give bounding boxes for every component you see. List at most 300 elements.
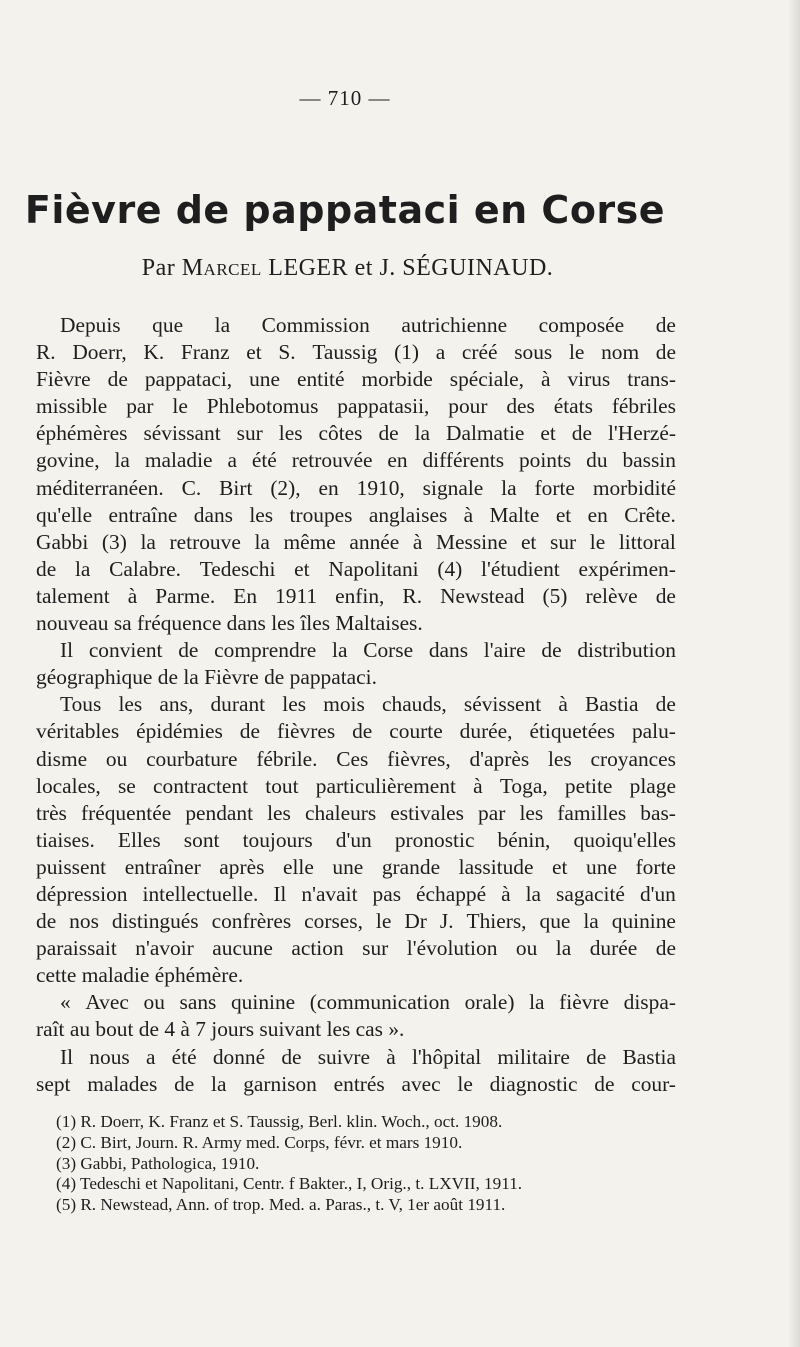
word: disme: [36, 746, 88, 771]
word: la: [501, 475, 517, 500]
word: n'avait: [301, 881, 358, 906]
word: l'hôpital: [411, 1044, 482, 1069]
word: de: [264, 665, 290, 690]
word: K.: [143, 340, 165, 365]
word: Gabbi: [36, 529, 89, 554]
word: une: [332, 854, 364, 879]
word: Ces: [336, 746, 369, 771]
word: action: [291, 936, 344, 961]
word: à: [540, 367, 551, 392]
body-line: [36, 366, 676, 393]
word: fièvre: [559, 990, 610, 1015]
word: de: [541, 638, 562, 663]
word: particulièrement: [315, 773, 456, 798]
word: étiquetées: [529, 719, 616, 744]
word: a: [145, 1044, 156, 1069]
word: (4): [437, 556, 463, 581]
word: n'avoir: [135, 936, 194, 961]
word: et: [246, 340, 262, 365]
word: de: [655, 583, 676, 608]
word: dans: [226, 611, 272, 636]
word: dans: [193, 502, 233, 527]
body-line: [36, 854, 676, 881]
word: l'aire: [483, 638, 526, 663]
footnote-2: (2) C. Birt, Journ. R. Army med. Corps, févr. et mars 1910.: [56, 1132, 463, 1152]
word: troupes: [289, 502, 353, 527]
byline-connector: et: [348, 255, 380, 281]
word: la: [529, 990, 545, 1015]
word: quinine: [230, 990, 296, 1015]
word: «: [60, 990, 71, 1015]
word: à: [558, 692, 568, 717]
word: cour-: [631, 1071, 676, 1096]
word: créé: [461, 340, 498, 365]
word: sévissent: [463, 692, 542, 717]
word: Depuis: [60, 313, 121, 337]
word: le: [375, 909, 392, 934]
word: bassin: [622, 448, 676, 473]
word: la: [583, 909, 599, 934]
footnote-4: (4) Tedeschi et Napolitani, Centr. f Bakter., I, Orig., t. LXVII, 1911.: [56, 1174, 523, 1194]
word: Elles: [117, 827, 161, 852]
word: l'Herzé-: [607, 421, 676, 446]
word: de: [352, 719, 373, 744]
word: Bastia: [622, 1044, 676, 1069]
word: Doerr,: [72, 340, 127, 365]
word: grande: [381, 854, 441, 879]
footnote-1: (1) R. Doerr, K. Franz et S. Taussig, Berl. klin. Woch., oct. 1908.: [56, 1112, 503, 1131]
body-line: [36, 529, 676, 556]
word: ou: [143, 990, 165, 1015]
word: Newstead: [440, 583, 525, 608]
body-line: [36, 312, 676, 339]
word: locales,: [36, 773, 101, 798]
word: à: [127, 583, 138, 608]
word: épidémies: [136, 719, 223, 744]
word: une: [586, 854, 617, 879]
author-1: Marcel LEGER: [181, 255, 349, 281]
word: avec: [401, 1071, 441, 1096]
word: croyances: [590, 746, 676, 771]
word: éphémère.: [154, 963, 244, 988]
word: et: [294, 556, 310, 581]
word: J.: [439, 909, 454, 934]
word: de: [281, 1044, 302, 1069]
word: comprendre: [214, 638, 317, 663]
word: virus: [567, 367, 611, 392]
word: à: [463, 502, 474, 527]
word: entraîner: [124, 854, 201, 879]
word: après: [219, 854, 265, 879]
word: fréquence: [137, 611, 227, 636]
word: Parme.: [155, 583, 216, 608]
word: nouveau: [36, 611, 114, 636]
word: convient: [88, 638, 163, 663]
word: signale: [422, 475, 484, 500]
word: 4: [164, 1017, 181, 1042]
footnote-3: (3) Gabbi, Pathologica, 1910.: [56, 1153, 260, 1173]
word: suivant: [259, 1017, 327, 1042]
word: la: [74, 556, 91, 581]
byline-prefix: Par: [141, 255, 182, 281]
word: véritables: [36, 719, 120, 744]
word: garnison: [243, 1071, 317, 1096]
page-edge-shadow: [788, 0, 800, 1347]
word: (2),: [270, 475, 301, 500]
word: 7: [195, 1017, 212, 1042]
word: Taussig: [312, 340, 378, 365]
word: Il: [60, 1044, 74, 1069]
word: durée,: [459, 719, 513, 744]
word: ans,: [159, 692, 194, 717]
word: diagnostic: [489, 1071, 578, 1096]
body-line: [36, 881, 676, 908]
word: par: [126, 394, 154, 419]
word: Bastia: [585, 692, 639, 717]
body-line: [36, 935, 676, 962]
word: à: [180, 1017, 196, 1042]
word: la: [254, 529, 270, 554]
word: bout: [95, 1017, 139, 1042]
word: pas: [372, 881, 402, 906]
word: dépression: [36, 881, 128, 906]
word: la: [414, 421, 431, 446]
body-line: [36, 664, 676, 691]
word: Phlebotomus: [206, 394, 319, 419]
word: entraîne: [108, 502, 178, 527]
word: confrères: [211, 909, 292, 934]
word: l'étudient: [481, 556, 560, 581]
word: de: [36, 909, 57, 934]
word: points: [518, 448, 572, 473]
word: par: [478, 800, 506, 825]
word: enfin,: [335, 583, 385, 608]
word: retrouve: [169, 529, 241, 554]
word: les: [326, 1017, 356, 1042]
word: 1911: [275, 583, 318, 608]
word: quoiqu'elles: [573, 827, 676, 852]
word: relève: [585, 583, 638, 608]
byline: [0, 255, 695, 282]
word: paraissait: [36, 936, 117, 961]
word: d'un: [639, 881, 676, 906]
word: mois: [323, 692, 365, 717]
word: militaire: [497, 1044, 570, 1069]
word: sa: [113, 611, 137, 636]
word: Fièvre: [36, 367, 91, 392]
word: a: [227, 448, 237, 473]
word: Crête.: [624, 502, 676, 527]
word: de: [378, 421, 399, 446]
word: anglaises: [368, 502, 448, 527]
word: la: [525, 881, 542, 906]
word: Napolitani: [328, 556, 419, 581]
word: sur: [550, 529, 577, 554]
word: de: [655, 692, 676, 717]
word: durant: [210, 692, 266, 717]
word: fébrile.: [256, 746, 318, 771]
word: lassitude: [458, 854, 534, 879]
word: et: [555, 502, 572, 527]
word: govine,: [36, 448, 100, 473]
word: année: [349, 529, 400, 554]
word: estivales: [390, 800, 464, 825]
word: de: [36, 556, 57, 581]
word: courte: [389, 719, 443, 744]
word: petite: [564, 773, 613, 798]
word: en: [587, 502, 608, 527]
word: quinine: [611, 909, 676, 934]
word: de: [655, 936, 676, 961]
body-line: [36, 420, 676, 447]
word: une: [249, 367, 280, 392]
word: même: [283, 529, 336, 554]
word: d'un: [335, 827, 372, 852]
word: Commission: [261, 313, 370, 337]
word: Birt: [219, 475, 253, 500]
page-number: — 710 —: [299, 86, 391, 110]
word: Tedeschi: [199, 556, 276, 581]
body-line: [36, 393, 676, 420]
word: sont: [183, 827, 220, 852]
word: Malte: [489, 502, 540, 527]
word: dans: [428, 638, 469, 663]
word: les: [278, 421, 303, 446]
word: le: [172, 394, 188, 419]
word: distribution: [577, 638, 676, 663]
word: qu'elle: [36, 502, 93, 527]
word: Avec: [85, 990, 129, 1015]
word: composée: [538, 313, 625, 337]
word: été: [171, 1044, 197, 1069]
word: à: [412, 529, 423, 554]
word: Franz: [180, 340, 230, 365]
word: (communication: [309, 990, 450, 1015]
word: éphémères: [36, 421, 128, 446]
word: pappatasii,: [337, 394, 430, 419]
word: pour: [448, 394, 488, 419]
word: Tous: [60, 692, 102, 717]
word: trans-: [627, 367, 676, 392]
word: R.: [36, 340, 56, 365]
word: distingués: [111, 909, 199, 934]
word: Toga,: [499, 773, 548, 798]
word: a: [435, 340, 446, 365]
word: cas: [355, 1017, 389, 1042]
body-line: [36, 447, 676, 474]
word: pappataci,: [144, 367, 233, 392]
word: que: [152, 313, 184, 337]
word: entrés: [333, 1071, 385, 1096]
body-line: [36, 1071, 676, 1098]
word: en: [387, 448, 408, 473]
word: talement: [36, 583, 110, 608]
word: En: [233, 583, 258, 608]
word: de: [655, 313, 676, 337]
word: R.: [402, 583, 423, 608]
word: à: [501, 881, 511, 906]
word: été: [251, 448, 277, 473]
word: pronostic: [394, 827, 475, 852]
word: les: [118, 692, 143, 717]
word: Il: [60, 638, 74, 663]
word: morbide: [361, 367, 433, 392]
word: et: [552, 854, 568, 879]
word: de: [157, 665, 184, 690]
word: pendant: [185, 800, 254, 825]
word: aucune: [212, 936, 273, 961]
word: autrichienne: [401, 313, 508, 337]
word: (3): [101, 529, 127, 554]
word: les: [547, 746, 572, 771]
footnote-5: (5) R. Newstead, Ann. of trop. Med. a. Paras., t. V, 1er août 1911.: [56, 1195, 506, 1215]
word: maladie: [81, 963, 155, 988]
word: corses,: [304, 909, 363, 934]
word: Dalmatie: [446, 421, 525, 446]
word: S.: [278, 340, 296, 365]
word: maladie: [144, 448, 213, 473]
word: forte: [534, 475, 575, 500]
word: bénin,: [497, 827, 551, 852]
word: sans: [179, 990, 217, 1015]
word: fièvres: [276, 719, 336, 744]
body-line: [36, 691, 676, 718]
body-line: [36, 502, 676, 529]
word: îles: [300, 611, 336, 636]
word: tiaises.: [36, 827, 95, 852]
word: chaleurs: [304, 800, 377, 825]
word: donné: [212, 1044, 266, 1069]
word: nous: [89, 1044, 130, 1069]
body-line: [36, 475, 676, 502]
word: la: [183, 665, 205, 690]
word: ou: [515, 936, 538, 961]
word: très: [36, 800, 67, 825]
word: familles: [557, 800, 627, 825]
article-title: Fièvre de pappataci en Corse: [24, 188, 666, 232]
word: le: [457, 1071, 473, 1096]
body-line: [36, 339, 676, 366]
word: échappé: [416, 881, 487, 906]
word: à: [386, 1044, 396, 1069]
word: Thiers,: [466, 909, 527, 934]
word: missible: [36, 394, 108, 419]
word: fièvres,: [387, 746, 451, 771]
word: la: [332, 638, 348, 663]
word: l'évolution: [406, 936, 498, 961]
word: les: [519, 800, 544, 825]
word: elle: [282, 854, 314, 879]
word: malades: [87, 1071, 158, 1096]
word: sagacité: [556, 881, 625, 906]
word: ».: [388, 1017, 405, 1042]
word: C.: [181, 475, 202, 500]
word: orale): [464, 990, 515, 1015]
word: (5): [542, 583, 568, 608]
word: (1): [394, 340, 420, 365]
word: de: [107, 367, 128, 392]
body-line: [36, 1044, 676, 1071]
word: toujours: [242, 827, 313, 852]
word: Corse: [363, 638, 414, 663]
word: nom: [601, 340, 640, 365]
body-line: [36, 962, 676, 989]
word: de: [594, 1071, 615, 1096]
word: les: [249, 502, 274, 527]
body-line: [36, 610, 676, 637]
word: les: [282, 692, 307, 717]
word: entité: [296, 367, 345, 392]
word: Messine: [436, 529, 508, 554]
word: chauds,: [382, 692, 447, 717]
word: côtes: [318, 421, 363, 446]
word: de: [178, 638, 199, 663]
word: palu-: [631, 719, 676, 744]
word: états: [553, 394, 593, 419]
word: nos: [69, 909, 99, 934]
word: intellectuelle.: [142, 881, 259, 906]
footnotes: [56, 1112, 676, 1216]
word: la: [140, 529, 156, 554]
word: Dr: [404, 909, 427, 934]
word: courbature: [146, 746, 238, 771]
word: bas-: [640, 800, 676, 825]
word: de: [586, 1044, 607, 1069]
word: jours: [211, 1017, 260, 1042]
word: des: [506, 394, 535, 419]
word: de: [655, 340, 676, 365]
word: la: [555, 936, 572, 961]
word: le: [568, 340, 585, 365]
word: les: [271, 611, 301, 636]
word: pappataci.: [289, 665, 377, 690]
word: du: [586, 448, 608, 473]
word: en: [318, 475, 339, 500]
word: expérimen-: [578, 556, 676, 581]
word: les: [267, 800, 291, 825]
word: la: [211, 1071, 227, 1096]
word: raît: [36, 1017, 70, 1042]
word: Maltaises.: [335, 611, 423, 636]
word: de: [174, 1071, 195, 1096]
word: sous: [514, 340, 553, 365]
word: à: [473, 773, 483, 798]
word: méditerranéen.: [36, 475, 164, 500]
word: Fièvre: [204, 665, 265, 690]
article-body: [36, 312, 676, 1098]
word: d'après: [469, 746, 530, 771]
body-line: [36, 718, 676, 745]
word: ou: [105, 746, 128, 771]
word: contractent: [153, 773, 249, 798]
word: sur: [236, 421, 263, 446]
word: fréquentée: [80, 800, 172, 825]
word: le: [589, 529, 606, 554]
body-line: [36, 583, 676, 610]
body-line: [36, 908, 676, 935]
word: durée: [589, 936, 638, 961]
word: Calabre.: [109, 556, 181, 581]
body-line: [36, 746, 676, 773]
word: spéciale,: [449, 367, 524, 392]
word: se: [117, 773, 136, 798]
word: au: [69, 1017, 96, 1042]
word: 1910,: [356, 475, 405, 500]
word: sept: [36, 1071, 71, 1096]
word: la: [114, 448, 130, 473]
body-line: [36, 556, 676, 583]
word: morbidité: [592, 475, 676, 500]
